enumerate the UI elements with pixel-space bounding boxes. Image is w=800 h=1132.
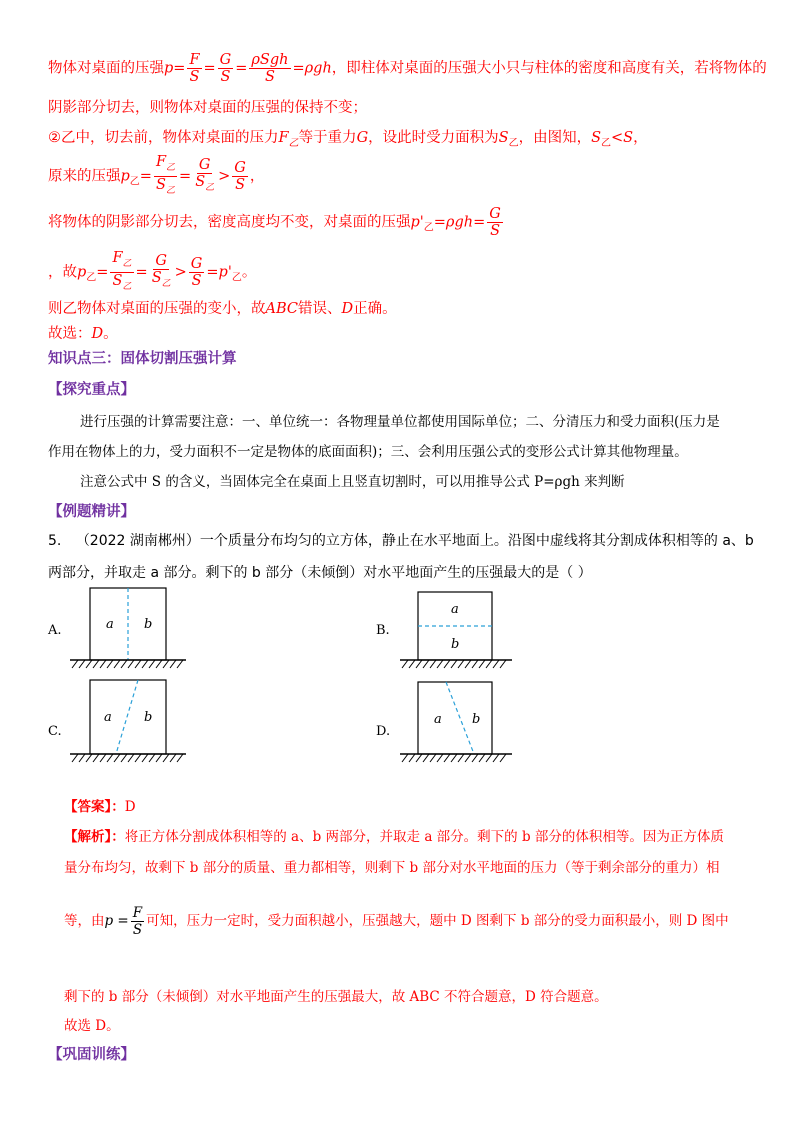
figure-option-d [396,676,516,772]
ground-hatch [402,660,506,668]
cube-outline [90,680,166,754]
figure-option-b [396,586,516,676]
explain-line-4: 剩下的 b 部分（未倾倒）对水平地面产生的压强最大，故 ABC 不符合题意，D 符合题意。 [64,989,608,1005]
example-heading: 【例题精讲】 [48,504,135,520]
question-number: 5. [48,533,62,549]
explain-label: 【解析】： [64,829,125,845]
part-b-label: b [451,637,460,652]
answer-line [64,795,136,815]
analysis-text: 物体对桌面的压强 [48,60,164,77]
option-c-label: C. [48,724,62,739]
analysis-line-8: 故选：D。 [48,326,118,342]
final-answer: 故选 D。 [64,1018,120,1034]
part-b-label: b [472,712,481,727]
answer-label: 【答案】： [64,799,125,815]
answer-value: D [124,799,136,815]
option-a-label: A. [48,623,62,638]
cube-outline [418,682,492,754]
ground-hatch [72,754,183,762]
explain-line-2: 量分布均匀，故剩下 b 部分的质量、重力都相等，则剩下 b 部分对水平地面的压力（等于剩余部分的重力）相 [64,860,720,876]
focus-paragraph-2: 注意公式中 S 的含义，当固体完全在桌面上且竖直切割时，可以用推导公式 P=ρgh 来判断 [80,474,625,490]
figure-option-a [68,586,188,676]
analysis-line-1: 物体对桌面的压强p= $\frac{F}{S}$ = $\frac{G}{S}$ = $\frac{\text{ρSgh}}{S}$ =ρgh，即柱体对桌面的压强大小只与柱体的密度和高度有关，若将物体的 [48,52,767,85]
focus-paragraph-1-line-1: 进行压强的计算需要注意：一、单位统一：各物理量单位都使用国际单位；二、分清压力和受力面积(压力是 [80,414,720,430]
analysis-line-7: 则乙物体对桌面的压强的变小，故ABC错误、D正确。 [48,301,397,317]
explain-line-1: 【解析】：将正方体分割成体积相等的 a、b 两部分，并取走 a 部分。剩下的 b 部分的体积相等。因为正方体质 [64,829,724,845]
part-b-label: b [144,617,153,632]
cut-line [446,682,474,754]
analysis-line-5: 将物体的阴影部分切去，密度高度均不变，对桌面的压强$p'_乙=\rho gh=$ $\frac{G}{S}$ [48,206,501,239]
part-b-label: b [144,710,153,725]
pressure-formula: p= [164,60,186,77]
focus-heading: 【探究重点】 [48,382,135,398]
part-a-label: a [106,617,114,632]
option-d-label: D. [376,724,391,739]
question-line-1: 5. （2022 湖南郴州）一个质量分布均匀的立方体，静止在水平地面上。沿图中虚线将其分割成体积相等的 a、b [48,533,754,549]
analysis-line-3: ②乙中，切去前，物体对桌面的压力$F_乙$等于重力G，设此时受力面积为$S_乙$，由图知，$S_乙<S$， [48,130,648,149]
question-line-2: 两部分，并取走 a 部分。剩下的 b 部分（未倾倒）对水平地面产生的压强最大的是（ ） [48,565,592,581]
section-title: 知识点三：固体切割压强计算 [48,351,237,367]
part-a-label: a [434,712,442,727]
analysis-line-2: 阴影部分切去，则物体对桌面的压强的保持不变； [48,100,367,116]
part-a-label: a [104,710,112,725]
analysis-text: ，即柱体对桌面的压强大小只与柱体的密度和高度有关，若将物体的 [331,60,767,77]
focus-paragraph-1-line-2: 作用在物体上的力，受力面积不一定是物体的底面面积)；三、会利用压强公式的变形公式计算其他物理量。 [48,444,688,460]
figure-option-c [68,676,188,772]
option-b-label: B. [376,623,390,638]
explain-line-3: 等，由p = $\frac{F}{S}$ 可知，压力一定时，受力面积越小，压强越大，题中 D 图剩下 b 部分的受力面积最小，则 D 图中 [64,905,729,938]
ground-hatch [402,754,506,762]
cut-line [116,680,138,754]
analysis-line-4: 原来的压强$p_乙=$ $\frac{F_乙}{S_乙}$ = $\frac{G}{S_乙}$ > $\frac{G}{S}$ ， [48,154,265,196]
ground-hatch [72,660,183,668]
consolidate-heading: 【巩固训练】 [48,1047,135,1063]
analysis-line-6: ，故$p_乙=$ $\frac{F_乙}{S_乙}$ = $\frac{G}{S_乙}$ > $\frac{G}{S}$ $=p'_乙$。 [48,250,257,292]
part-a-label: a [451,602,459,617]
